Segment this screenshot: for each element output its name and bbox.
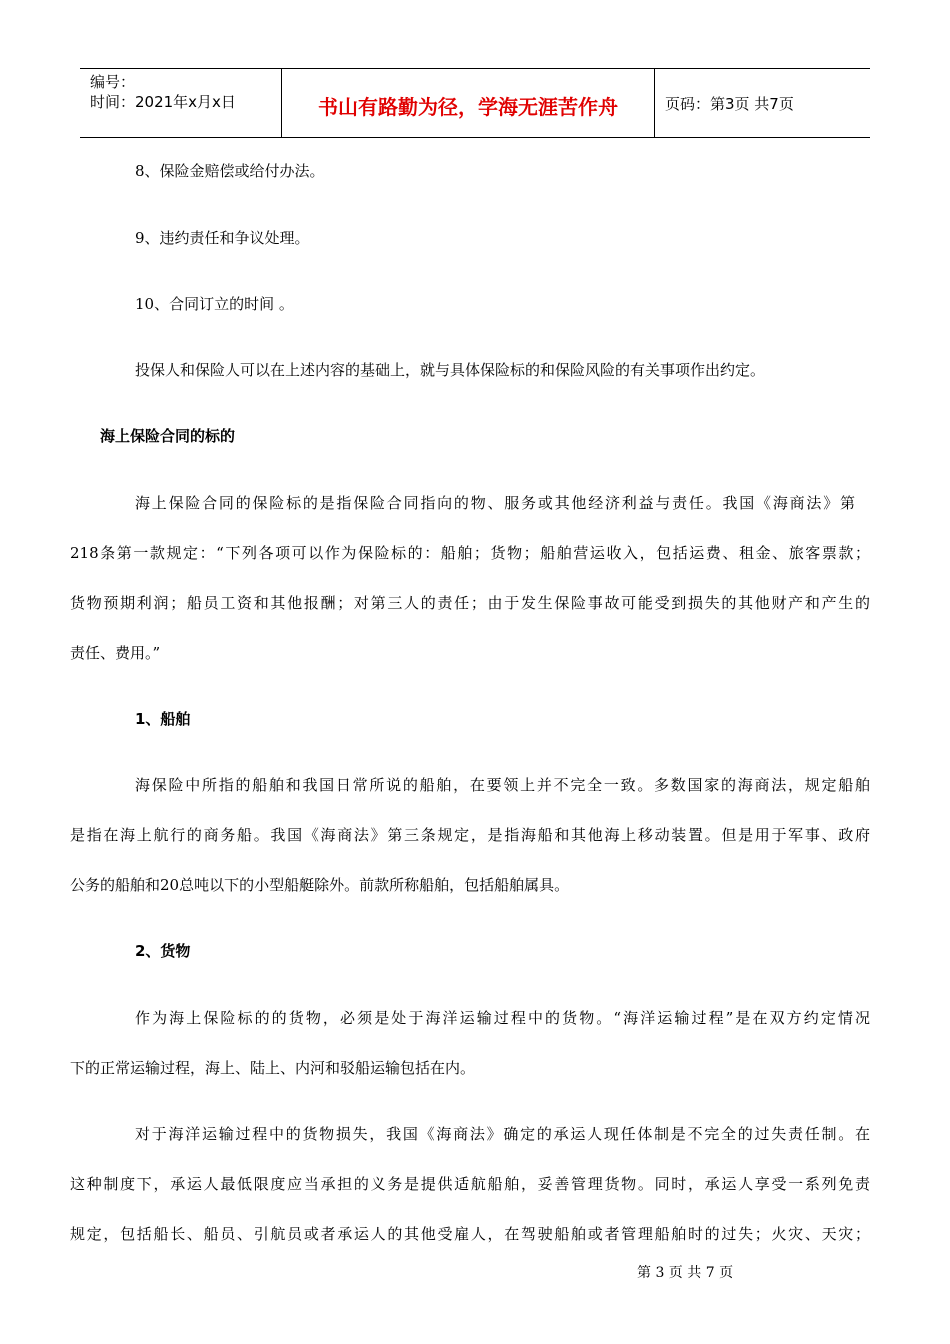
paragraph-goods-line: 下的正常运输过程，海上、陆上、内河和驳船运输包括在内。 <box>70 1059 476 1077</box>
paragraph-liability-line: 规定，包括船长、船员、引航员或者承运人的其他受雇人，在驾驶船舶或者管理船舶时的过失；火灾、天灾； <box>70 1225 870 1243</box>
paragraph-subject-line: 责任、费用。” <box>70 644 161 662</box>
page-footer-number: 第 3 页 共 7 页 <box>637 1265 734 1281</box>
page-header <box>80 68 870 138</box>
paragraph-liability-line: 这种制度下，承运人最低限度应当承担的义务是提供适航船舶，妥善管理货物。同时，承运人享受一系列免责 <box>70 1175 870 1193</box>
subsection-title-ship: 1、船舶 <box>135 710 191 728</box>
paragraph-ship-line: 海保险中所指的船舶和我国日常所说的船舶，在要领上并不完全一致。多数国家的海商法，规定船舶 <box>135 776 870 794</box>
section-title: 海上保险合同的标的 <box>100 427 236 445</box>
paragraph-goods-line: 作为海上保险标的的货物，必须是处于海洋运输过程中的货物。“海洋运输过程”是在双方约定情况 <box>135 1009 870 1027</box>
paragraph-subject-line: 218条第一款规定：“下列各项可以作为保险标的：船舶；货物；船舶营运收入，包括运费、租金、旅客票款； <box>70 544 870 562</box>
paragraph-agreement: 投保人和保险人可以在上述内容的基础上，就与具体保险标的和保险风险的有关事项作出约定。 <box>135 361 766 379</box>
header-page-label: 页码：第3页 共7页 <box>665 94 794 113</box>
paragraph-subject-line: 海上保险合同的保险标的是指保险合同指向的物、服务或其他经济利益与责任。我国《海商法》第 <box>135 494 855 512</box>
header-motto: 书山有路勤为径，学海无涯苦作舟 <box>282 69 655 137</box>
paragraph-ship-line: 是指在海上航行的商务船。我国《海商法》第三条规定，是指海船和其他海上移动装置。但是用于军事、政府 <box>70 826 870 844</box>
document-date-label: 时间：2021年x月x日 <box>90 93 236 111</box>
list-item-10: 10、合同订立的时间 。 <box>135 295 294 313</box>
header-info-cell <box>80 69 282 137</box>
subsection-title-goods: 2、货物 <box>135 942 191 960</box>
paragraph-liability-line: 对于海洋运输过程中的货物损失，我国《海商法》确定的承运人现任体制是不完全的过失责任制。在 <box>135 1125 870 1143</box>
paragraph-subject-line: 货物预期利润；船员工资和其他报酬；对第三人的责任；由于发生保险事故可能受到损失的其他财产和产生的 <box>70 594 870 612</box>
paragraph-ship-line: 公务的船舶和20总吨以下的小型船艇除外。前款所称船舶，包括船舶属具。 <box>70 876 570 894</box>
document-number-label: 编号： <box>90 73 136 91</box>
list-item-8: 8、保险金赔偿或给付办法。 <box>135 162 325 180</box>
list-item-9: 9、违约责任和争议处理。 <box>135 229 310 247</box>
